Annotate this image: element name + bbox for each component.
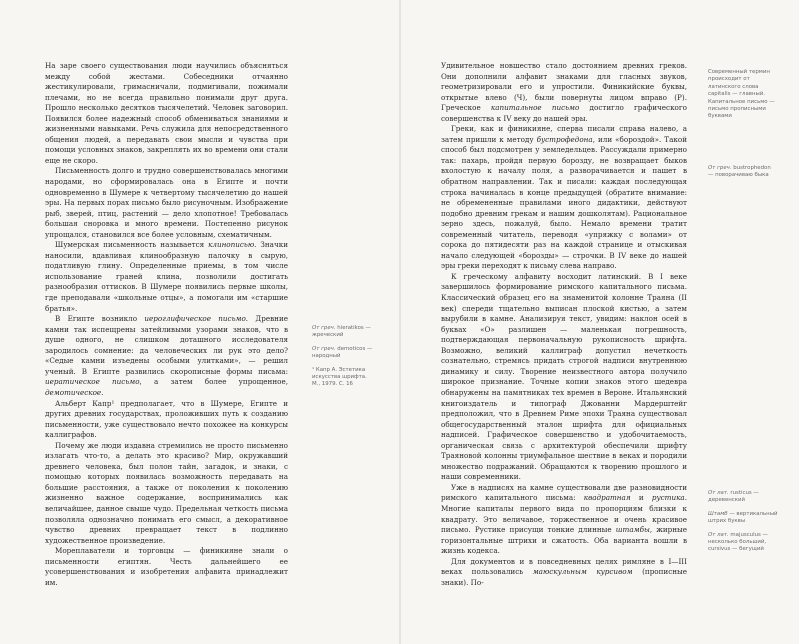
note-entry: ¹ Капр А. Эстетика искусства шрифта. М., 1979. С. 16 <box>312 366 367 388</box>
margin-note-rusticus <box>708 490 778 554</box>
emphasized-term: иероглифическое письмо <box>144 314 246 324</box>
paragraph: Для документов и в повседневных целях римляне в I—III веках пользовались маюскульным курсивом (прописные знаки). По- <box>441 556 687 587</box>
note-entry: От греч. bustrophedon — поворачиваю быка <box>708 165 771 179</box>
paragraph: Почему же люди издавна стремились не просто письменно излагать что-то, а делать это красиво? Мир, окружавший древнего человека, был полон тайн, загадок, и знаки, с помощью которых появилась возможность передавать на большие расстояния, а также от поколения к поколению жизненно важное содержание, воспринимались как величайшее, данное свыше чудо. Предельная четкость письма позволяла однозначно понимать его смысл, а декоративное чувство древних превращает текст в подлинно художественное произведение. <box>45 440 288 545</box>
paragraph: Альберт Капр¹ предполагает, что в Шумере, Египте и других древних государствах, проложивших путь к созданию письменности, уже существовало нечто похожее на конкурсы каллиграфов. <box>45 398 288 440</box>
emphasized-term: клинописью <box>208 240 255 250</box>
note-entry: От греч. hieratikos — жреческий <box>312 325 371 339</box>
emphasized-term: демотическое <box>45 387 102 397</box>
paragraph: Письменность долго и трудно совершенствовалась многими народами, но сформировалась она в Египте и почти одновременно в Шумере к четвертому тысячелетию до нашей эры. На первых порах письмо было рисуночным. Изображение рыб, зверей, птиц, растений — дело хлопотное! Требовалась большая сноровка и много времени. Постепенно рисунок упрощался, становился все более условным, схематичным. <box>45 166 288 239</box>
emphasized-term: рустика <box>651 493 685 503</box>
emphasized-term: иератическое письмо <box>45 377 140 387</box>
emphasized-term: квадратная <box>583 493 631 503</box>
emphasized-term: маюскульным курсивом <box>532 567 633 577</box>
paragraph: Удивительное новшество стало достоянием древних греков. Они дополнили алфавит знаками для гласных звуков, геометризировали его и упростили. Финикийские буквы, открытые влево (Ч), были повернуты лицом вправо (Р). Греческое капитальное письмо достигло графического совершенства к IV веку до нашей эры. <box>441 61 687 123</box>
note-entry: Современный термин происходит от латинского слова capitalis — главный. Капитальное письмо — письмо прописными буквами <box>708 69 775 120</box>
paragraph: Шумерская письменность называется клинописью. Значки наносили, вдавливая клинообразную палочку в сырую, податливую глину. Определенные приемы, в том числе использование граней клина, позволили достигать разнообразия оттисков. В Шумере появились первые школы, где преподавали «школьные отцы», а помогали им «старшие братья». <box>45 240 288 313</box>
emphasized-term: бустрофедона <box>536 134 593 144</box>
note-entry: От лат. majusculus — несколько больший, cursivus — бегущий <box>708 531 768 553</box>
paragraph: На заре своего существования люди научились объясняться между собой жестами. Собеседники отчаянно жестикулировали, гримасничали, подмигивали, пожимали плечами, но не всегда правильно понимали друг друга. Прошло несколько десятков тысячелетий. Человек заговорил. Появился более надежный способ обмениваться знаниями и жизненными навыками. Речь служила для непосредственного общения людей, а передавать свои мысли и чувства при помощи условных знаков, закреплять их во времени они стали еще не скоро. <box>45 61 288 165</box>
paragraph: К греческому алфавиту восходит латинский. В I веке завершилось формирование римского капитального письма. Классический образец его на знаменитой колонне Траяна (II век) спереди тщательно выписан плоской кистью, а затем вырубили в камне. Анализируя текст, увидим: наклон осей в буквах «О» разлишен — маленькая погрешность, подтверждающая первоначальную рукописность шрифта. Возможно, великий каллиграф допустил нечеткость сознательно, стремясь придать строгой надписи внутреннюю динамику и силу. Творение неизвестного автора получило широкое признание. Точные копии знаков этого шедевра обнаружены на памятниках тех времен в Вероне. Итальянский книгоиздатель и типограф Джованни Мардерштейг предположил, что в Древнем Риме эпохи Траяна существовал общегосударственный эталон шрифта для официальных надписей. Графическое совершенство и удобочитаемость, органическая связь с архитектурой обеспечили шрифту Траяновой колонны триумфальное шествие в веках и породили множество подражаний. Обращаются к творению прошлого и наши современники. <box>441 271 687 482</box>
emphasized-term: штамбы <box>615 525 650 535</box>
right-main-text <box>441 61 687 588</box>
emphasized-term: капитальное письмо <box>490 103 580 113</box>
margin-note-bustrophedon <box>708 165 774 180</box>
left-margin-note <box>312 325 374 389</box>
paragraph: В Египте возникло иероглифическое письмо. Древние камни так испещрены затейливыми узорами знаков, что в душе одного, не слишком доташного исследователя зародилось сомнение: да человеческих ли рук это дело? «Седые камни изъедены особыми улитками», — решил ученый. В Египте развились скорописные формы письма: иератическое письмо, а затем более упрощенное, демотическое. <box>45 314 288 397</box>
note-entry: Штамб — вертикальный штрих буквы <box>708 510 778 525</box>
paragraph: Мореплаватели и торговцы — финикияне знали о письменности египтян. Честь дальнейшего ее усовершенствования и изобретения алфавита принадлежит им. <box>45 546 288 587</box>
margin-note-capitalis <box>708 69 780 121</box>
paragraph: Уже в надписях на камне существовали две разновидности римского капитального письма: квадратная и рустика. Многие капиталы первого вида по пропорциям близки к квадрату. Это величавое, торжественное и очень красивое письмо. Рустике присущи тонкие длинные штамбы, жирные горизонтальные штрихи и сжатость. Оба варианта вошли в жизнь кодекса. <box>441 482 688 556</box>
note-entry: От греч. demoticos — народный <box>312 345 373 360</box>
paragraph: Греки, как и финикияне, сперва писали справа налево, а затем пришли к методу бустрофедона, или «бороздой». Такой способ был подсмотрен у земледельцев. Рассуждали примерно так: пахарь, пройдя первую борозду, не возвращает быков вхолостую к началу поля, а разворачивается и пашет в обратном направлении. Так и писали: каждая последующая строка начиналась в конце предыдущей (обратите внимание: не обремененные правилами иного дидактики, действуют подобно древним грекам и нашим дошколятам). Рациональное зерно здесь, пожалуй, было. Немало времени тратит современный читатель, переводя «упряжку с волами» от сорока до пятидесяти раз на каждой странице и отыскивая начало следующей «борозды» — строчки. В IV веке до нашей эры греки переходят к письму слева направо. <box>441 124 687 271</box>
left-main-text <box>45 61 288 588</box>
note-entry: От лат. rusticus — деревенский <box>708 490 759 504</box>
